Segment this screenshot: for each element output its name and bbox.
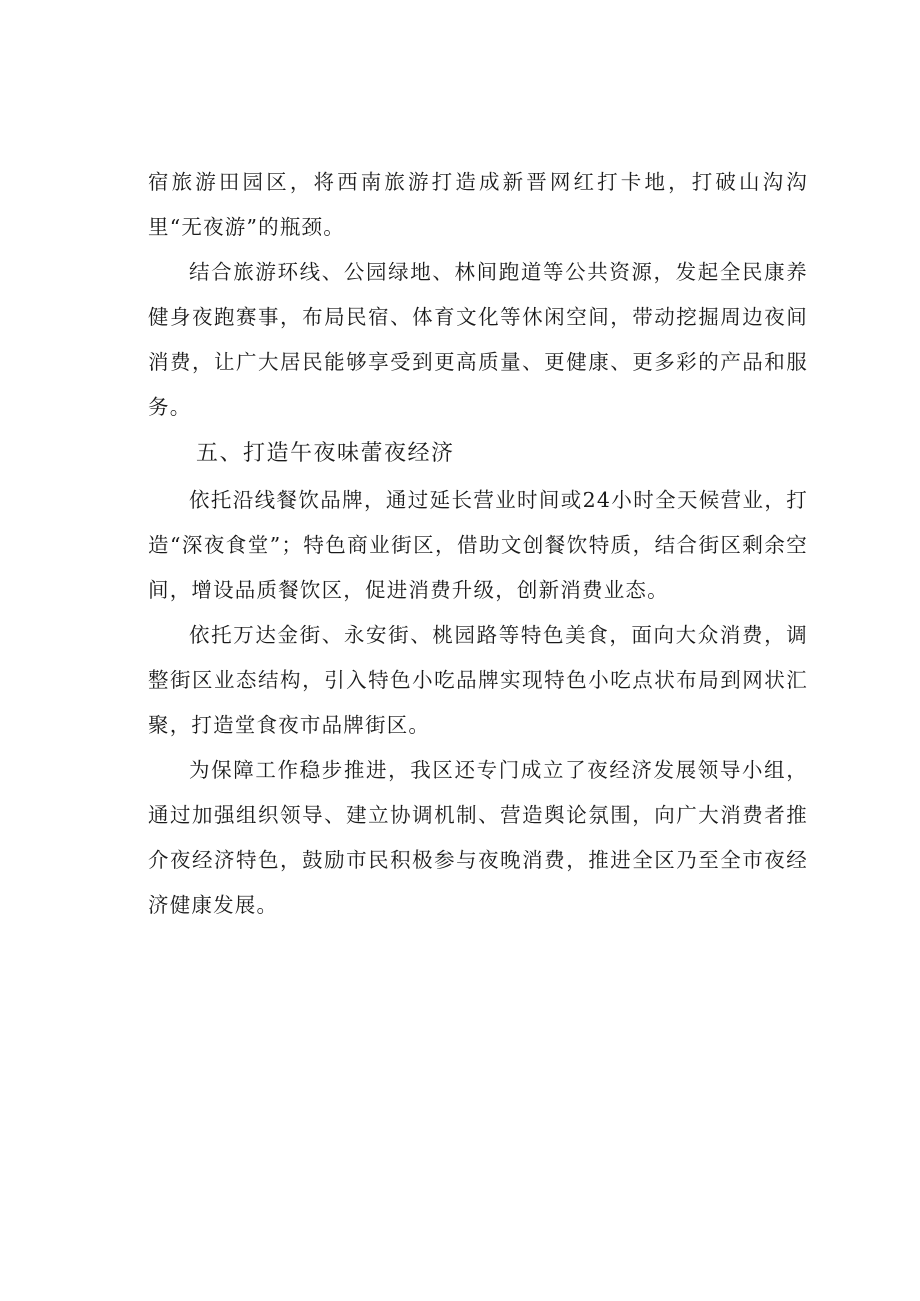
paragraph-leadership-group: 为保障工作稳步推进，我区还专门成立了夜经济发展领导小组，通过加强组织领导、建立协调机制、营造舆论氛围，向广大消费者推介夜经济特色，鼓励市民积极参与夜晚消费，推进全区乃至全市夜经济健康发展。: [148, 758, 808, 917]
paragraph-continuation: 宿旅游田园区，将西南旅游打造成新晋网红打卡地，打破山沟沟里“无夜游”的瓶颈。: [148, 170, 808, 239]
paragraph-night-running: 结合旅游环线、公园绿地、林间跑道等公共资源，发起全民康养健身夜跑赛事，布局民宿、体育文化等休闲空间，带动挖掘周边夜间消费，让广大居民能够享受到更高质量、更健康、更多彩的产品和服务。: [148, 260, 808, 419]
paragraph-street-food: 依托万达金街、永安街、桃园路等特色美食，面向大众消费，调整街区业态结构，引入特色小吃品牌实现特色小吃点状布局到网状汇聚，打造堂食夜市品牌街区。: [148, 623, 808, 737]
section-heading-five: 五、打造午夜味蕾夜经济: [196, 441, 455, 466]
paragraph-late-night-dining: 依托沿线餐饮品牌，通过延长营业时间或24小时全天候营业，打造“深夜食堂”；特色商业街区，借助文创餐饮特质，结合街区剩余空间，增设品质餐饮区，促进消费升级，创新消费业态。: [148, 488, 808, 602]
document-page: [148, 160, 808, 928]
